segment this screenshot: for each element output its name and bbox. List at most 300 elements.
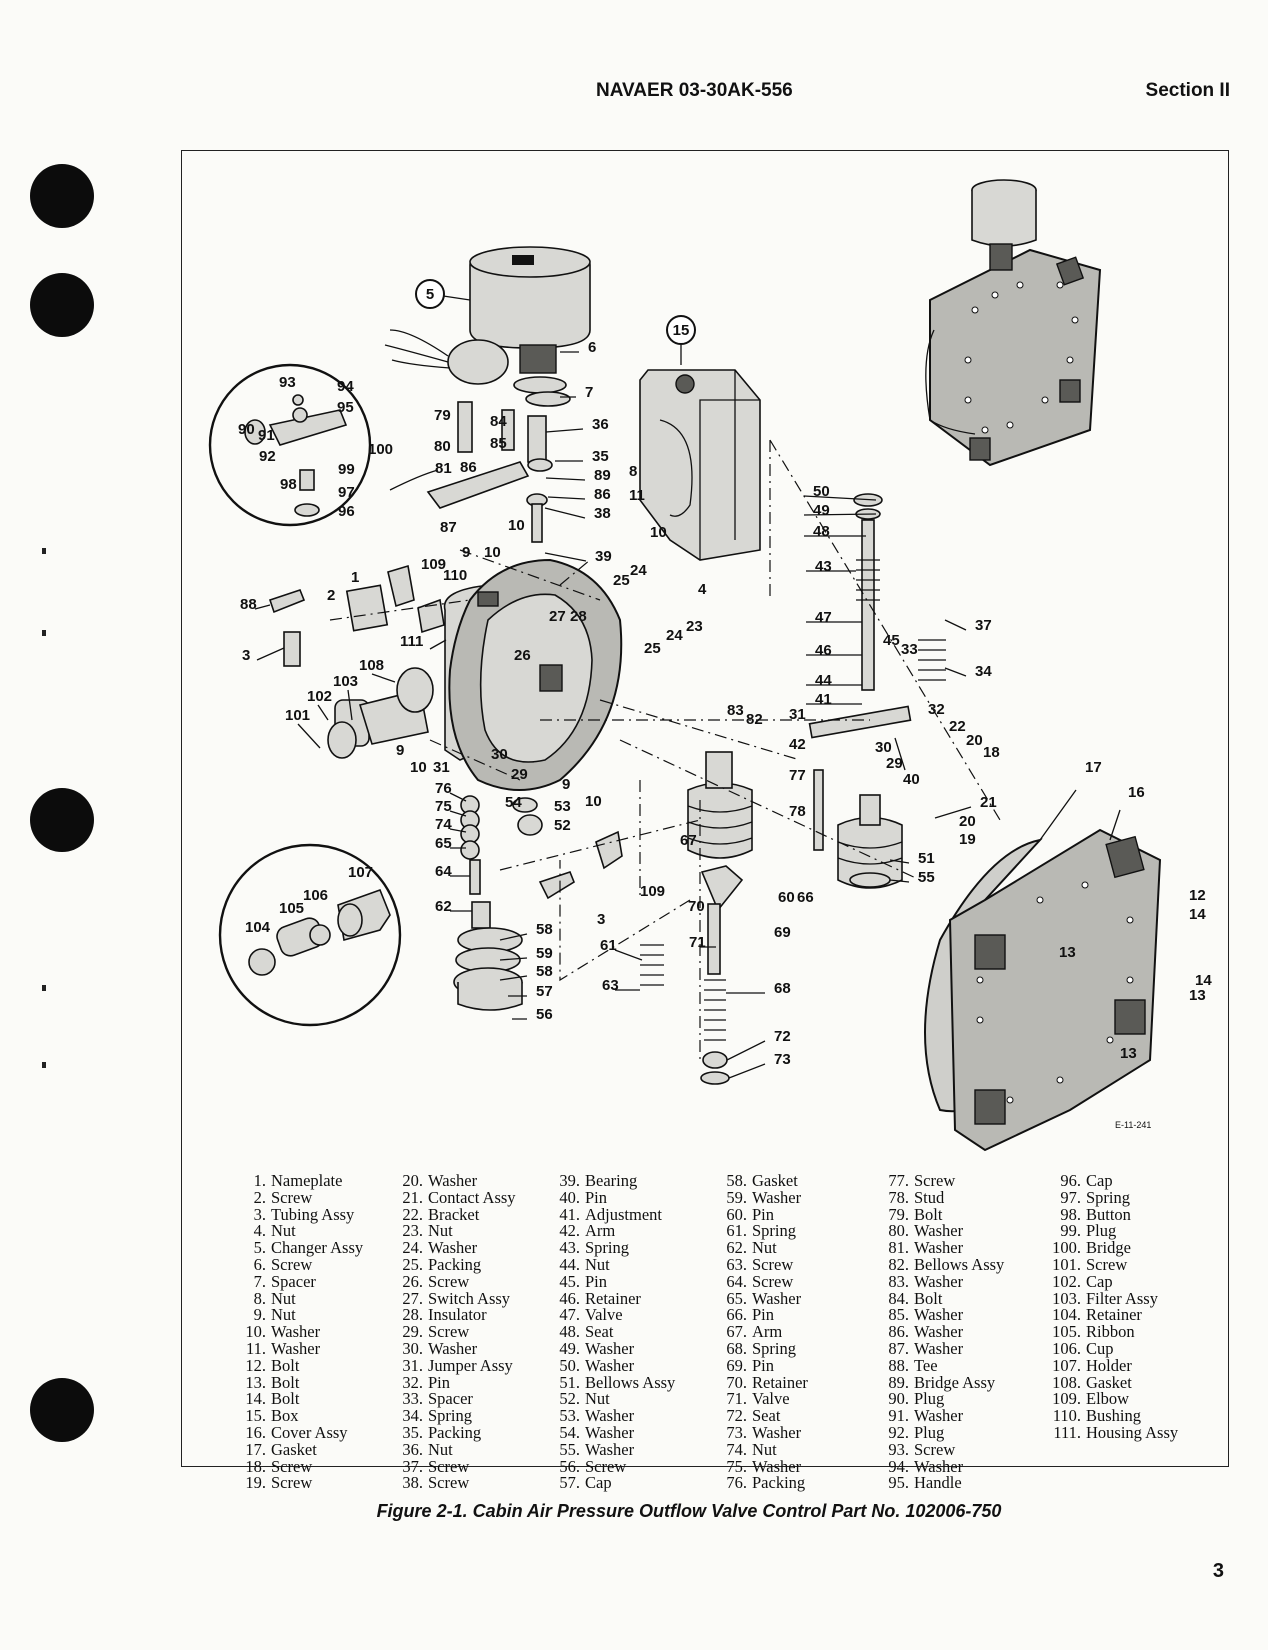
part-name: Spring bbox=[752, 1221, 797, 1241]
part-number: 4. bbox=[253, 1221, 266, 1241]
part-name: Button bbox=[1086, 1204, 1131, 1224]
part-name: Washer bbox=[914, 1456, 964, 1476]
parts-list-item bbox=[393, 1475, 550, 1492]
callout-label: 92 bbox=[259, 448, 276, 465]
part-name: Nut bbox=[271, 1305, 296, 1325]
part-name: Cup bbox=[1086, 1338, 1114, 1358]
part-name: Screw bbox=[1086, 1254, 1128, 1274]
callout-label: 34 bbox=[975, 663, 992, 680]
part-name: Pin bbox=[752, 1305, 775, 1325]
parts-list-item bbox=[238, 1475, 393, 1492]
part-name: Washer bbox=[585, 1439, 635, 1459]
part-number: 22. bbox=[402, 1204, 423, 1224]
callout-label: 29 bbox=[886, 755, 903, 772]
part-name: Screw bbox=[914, 1439, 956, 1459]
part-name: Stud bbox=[914, 1187, 945, 1207]
part-name: Switch Assy bbox=[428, 1288, 511, 1308]
part-number: 72. bbox=[726, 1406, 747, 1426]
part-number: 95. bbox=[888, 1473, 909, 1493]
callout-label: 9 bbox=[562, 776, 571, 793]
part-number: 7. bbox=[253, 1271, 266, 1291]
callout-label: 24 bbox=[666, 627, 683, 644]
part-number: 47. bbox=[559, 1305, 580, 1325]
part-number: 105. bbox=[1052, 1322, 1081, 1342]
callout-label: 54 bbox=[505, 794, 522, 811]
callout-label: 12 bbox=[1189, 887, 1206, 904]
part-name: Nut bbox=[752, 1439, 777, 1459]
part-number: 35. bbox=[402, 1422, 423, 1442]
callout-label: 57 bbox=[536, 983, 553, 1000]
part-name: Pin bbox=[752, 1355, 775, 1375]
part-name: Bolt bbox=[914, 1288, 943, 1308]
callout-label: 20 bbox=[966, 732, 983, 749]
part-name: Washer bbox=[914, 1221, 964, 1241]
callout-label: 43 bbox=[815, 558, 832, 575]
callout-label: 22 bbox=[949, 718, 966, 735]
callout-label: 10 bbox=[410, 759, 427, 776]
part-name: Spring bbox=[428, 1406, 473, 1426]
document-number: NAVAER 03-30AK-556 bbox=[596, 80, 793, 101]
part-number: 85. bbox=[888, 1305, 909, 1325]
part-number: 100. bbox=[1052, 1238, 1081, 1258]
part-number: 5. bbox=[253, 1238, 266, 1258]
part-number: 98. bbox=[1060, 1204, 1081, 1224]
callout-label: 88 bbox=[240, 596, 257, 613]
part-number: 97. bbox=[1060, 1187, 1081, 1207]
callout-label: 36 bbox=[592, 416, 609, 433]
callout-label: 85 bbox=[490, 435, 507, 452]
assembled-view-drawing bbox=[926, 180, 1100, 465]
callout-label: 73 bbox=[774, 1051, 791, 1068]
callout-label: 86 bbox=[594, 486, 611, 503]
part-number: 17. bbox=[245, 1439, 266, 1459]
callout-label: 8 bbox=[629, 463, 638, 480]
part-name: Bridge Assy bbox=[914, 1372, 996, 1392]
part-number: 64. bbox=[726, 1271, 747, 1291]
callout-label: 78 bbox=[789, 803, 806, 820]
parts-list-column-1 bbox=[238, 1173, 393, 1492]
part-name: Pin bbox=[752, 1204, 775, 1224]
callout-label: 33 bbox=[901, 641, 918, 658]
part-number: 53. bbox=[559, 1406, 580, 1426]
part-name: Bushing bbox=[1086, 1406, 1142, 1426]
part-number: 89. bbox=[888, 1372, 909, 1392]
part-number: 18. bbox=[245, 1456, 266, 1476]
part-number: 49. bbox=[559, 1338, 580, 1358]
callout-label: 82 bbox=[746, 711, 763, 728]
part-name: Washer bbox=[752, 1187, 802, 1207]
part-name: Packing bbox=[428, 1422, 482, 1442]
callout-label: 38 bbox=[594, 505, 611, 522]
part-number: 67. bbox=[726, 1322, 747, 1342]
callout-label: 60 bbox=[778, 889, 795, 906]
part-number: 80. bbox=[888, 1221, 909, 1241]
part-number: 23. bbox=[402, 1221, 423, 1241]
part-name: Washer bbox=[914, 1238, 964, 1258]
part-name: Arm bbox=[752, 1322, 783, 1342]
callout-label: 31 bbox=[789, 706, 806, 723]
callout-label: 76 bbox=[435, 780, 452, 797]
part-number: 21. bbox=[402, 1187, 423, 1207]
callout-label: 89 bbox=[594, 467, 611, 484]
parts-list-column-3 bbox=[550, 1173, 717, 1492]
callout-label: 13 bbox=[1059, 944, 1076, 961]
callout-label: 109 bbox=[421, 556, 447, 573]
part-name: Retainer bbox=[752, 1372, 808, 1392]
part-number: 54. bbox=[559, 1422, 580, 1442]
part-number: 39. bbox=[559, 1171, 580, 1190]
part-number: 3. bbox=[253, 1204, 266, 1224]
callout-label: 51 bbox=[918, 850, 935, 867]
callout-label: 68 bbox=[774, 980, 791, 997]
callout-label: 71 bbox=[689, 934, 706, 951]
part-number: 87. bbox=[888, 1338, 909, 1358]
part-number: 103. bbox=[1052, 1288, 1081, 1308]
part-name: Retainer bbox=[585, 1288, 641, 1308]
part-name: Cover Assy bbox=[271, 1422, 348, 1442]
part-name: Screw bbox=[752, 1271, 794, 1291]
part-number: 88. bbox=[888, 1355, 909, 1375]
part-number: 6. bbox=[253, 1254, 266, 1274]
part-number: 71. bbox=[726, 1389, 747, 1409]
part-name: Washer bbox=[752, 1288, 802, 1308]
callout-label: 39 bbox=[595, 548, 612, 565]
part-number: 48. bbox=[559, 1322, 580, 1342]
callout-label: 84 bbox=[490, 413, 507, 430]
part-number: 102. bbox=[1052, 1271, 1081, 1291]
part-name: Valve bbox=[585, 1305, 623, 1325]
callout-label: 6 bbox=[588, 339, 597, 356]
parts-list-column-2 bbox=[393, 1173, 550, 1492]
part-name: Gasket bbox=[271, 1439, 317, 1459]
part-number: 44. bbox=[559, 1254, 580, 1274]
part-number: 107. bbox=[1052, 1355, 1081, 1375]
part-number: 9. bbox=[253, 1305, 266, 1325]
part-number: 55. bbox=[559, 1439, 580, 1459]
part-name: Washer bbox=[271, 1322, 321, 1342]
part-name: Nameplate bbox=[271, 1171, 343, 1190]
part-name: Screw bbox=[271, 1473, 313, 1493]
drawing-code: E-11-241 bbox=[1115, 1120, 1152, 1130]
part-name: Washer bbox=[585, 1355, 635, 1375]
part-number: 93. bbox=[888, 1439, 909, 1459]
callout-label: 63 bbox=[602, 977, 619, 994]
part-name: Jumper Assy bbox=[428, 1355, 513, 1375]
part-name: Bolt bbox=[271, 1355, 300, 1375]
part-name: Washer bbox=[585, 1338, 635, 1358]
callout-label: 3 bbox=[242, 647, 251, 664]
callout-label: 44 bbox=[815, 672, 832, 689]
part-name: Bellows Assy bbox=[914, 1254, 1005, 1274]
part-name: Washer bbox=[914, 1271, 964, 1291]
part-number: 62. bbox=[726, 1238, 747, 1258]
part-number: 51. bbox=[559, 1372, 580, 1392]
callout-label: 48 bbox=[813, 523, 830, 540]
part-number: 101. bbox=[1052, 1254, 1081, 1274]
callout-label: 64 bbox=[435, 863, 452, 880]
part-name: Retainer bbox=[1086, 1305, 1142, 1325]
part-name: Changer Assy bbox=[271, 1238, 364, 1258]
callout-label: 58 bbox=[536, 921, 553, 938]
part-name: Washer bbox=[914, 1322, 964, 1342]
part-number: 90. bbox=[888, 1389, 909, 1409]
callout-label: 16 bbox=[1128, 784, 1145, 801]
part-number: 79. bbox=[888, 1204, 909, 1224]
part-name: Bellows Assy bbox=[585, 1372, 676, 1392]
part-number: 84. bbox=[888, 1288, 909, 1308]
part-number: 46. bbox=[559, 1288, 580, 1308]
part-name: Screw bbox=[585, 1456, 627, 1476]
part-number: 75. bbox=[726, 1456, 747, 1476]
part-name: Packing bbox=[428, 1254, 482, 1274]
callout-label-15: 15 bbox=[672, 322, 690, 339]
part-number: 50. bbox=[559, 1355, 580, 1375]
callout-label: 56 bbox=[536, 1006, 553, 1023]
part-name: Screw bbox=[428, 1322, 470, 1342]
callout-label: 35 bbox=[592, 448, 609, 465]
part-number: 28. bbox=[402, 1305, 423, 1325]
callout-label: 30 bbox=[491, 746, 508, 763]
callout-label: 31 bbox=[433, 759, 450, 776]
part-name: Pin bbox=[585, 1187, 608, 1207]
callout-label: 107 bbox=[348, 864, 374, 881]
callout-label: 11 bbox=[629, 487, 645, 504]
part-name: Pin bbox=[428, 1372, 451, 1392]
callout-label: 3 bbox=[597, 911, 606, 928]
callout-label-5: 5 bbox=[425, 286, 435, 303]
callout-label: 65 bbox=[435, 835, 452, 852]
part-number: 11. bbox=[245, 1338, 266, 1358]
part-number: 1. bbox=[253, 1171, 266, 1190]
part-number: 61. bbox=[726, 1221, 747, 1241]
part-name: Washer bbox=[585, 1422, 635, 1442]
callout-label: 10 bbox=[508, 517, 525, 534]
part-number: 73. bbox=[726, 1422, 747, 1442]
callout-label: 30 bbox=[875, 739, 892, 756]
callout-label: 108 bbox=[359, 657, 385, 674]
callout-label: 96 bbox=[338, 503, 355, 520]
callout-label: 49 bbox=[813, 502, 830, 519]
part-number: 20. bbox=[402, 1171, 423, 1190]
callout-label: 53 bbox=[554, 798, 571, 815]
callout-label: 46 bbox=[815, 642, 832, 659]
part-name: Cap bbox=[1086, 1271, 1113, 1291]
part-name: Washer bbox=[914, 1338, 964, 1358]
callout-label: 74 bbox=[435, 816, 452, 833]
callout-label: 69 bbox=[774, 924, 791, 941]
part-number: 63. bbox=[726, 1254, 747, 1274]
part-number: 25. bbox=[402, 1254, 423, 1274]
callout-label: 61 bbox=[600, 937, 617, 954]
callout-label: 95 bbox=[337, 399, 354, 416]
part-number: 52. bbox=[559, 1389, 580, 1409]
callout-label: 50 bbox=[813, 483, 830, 500]
part-name: Plug bbox=[1086, 1221, 1117, 1241]
callout-label: 87 bbox=[440, 519, 457, 536]
part-number: 110. bbox=[1052, 1406, 1081, 1426]
callout-label: 103 bbox=[333, 673, 359, 690]
part-number: 66. bbox=[726, 1305, 747, 1325]
part-number: 42. bbox=[559, 1221, 580, 1241]
callout-label: 13 bbox=[1120, 1045, 1137, 1062]
callout-label: 17 bbox=[1085, 759, 1102, 776]
part-name: Washer bbox=[914, 1406, 964, 1426]
part-name: Bridge bbox=[1086, 1238, 1131, 1258]
callout-label: 104 bbox=[245, 919, 271, 936]
callout-label: 25 bbox=[613, 572, 630, 589]
part-name: Elbow bbox=[1086, 1389, 1130, 1409]
part-name: Washer bbox=[752, 1422, 802, 1442]
part-number: 26. bbox=[402, 1271, 423, 1291]
part-name: Nut bbox=[585, 1254, 610, 1274]
part-name: Nut bbox=[585, 1389, 610, 1409]
part-name: Nut bbox=[271, 1288, 296, 1308]
bellows-and-springs-drawing bbox=[640, 494, 946, 1084]
callout-label: 72 bbox=[774, 1028, 791, 1045]
part-name: Spacer bbox=[271, 1271, 316, 1291]
callout-label: 101 bbox=[285, 707, 311, 724]
callout-label: 14 bbox=[1195, 972, 1212, 989]
part-number: 108. bbox=[1052, 1372, 1081, 1392]
callout-label: 80 bbox=[434, 438, 451, 455]
part-name: Adjustment bbox=[585, 1204, 662, 1224]
part-number: 45. bbox=[559, 1271, 580, 1291]
callout-label: 25 bbox=[644, 640, 661, 657]
callout-label: 42 bbox=[789, 736, 806, 753]
part-number: 59. bbox=[726, 1187, 747, 1207]
part-name: Bolt bbox=[271, 1389, 300, 1409]
part-number: 13. bbox=[245, 1372, 266, 1392]
callout-label: 67 bbox=[680, 832, 697, 849]
callout-label: 47 bbox=[815, 609, 832, 626]
part-number: 82. bbox=[888, 1254, 909, 1274]
part-name: Washer bbox=[428, 1171, 478, 1190]
part-number: 74. bbox=[726, 1439, 747, 1459]
callout-label: 99 bbox=[338, 461, 355, 478]
part-number: 94. bbox=[888, 1456, 909, 1476]
part-name: Gasket bbox=[1086, 1372, 1132, 1392]
callout-label: 111 bbox=[400, 633, 424, 650]
part-name: Screw bbox=[752, 1254, 794, 1274]
parts-list-column-6 bbox=[1041, 1173, 1191, 1492]
callout-label: 70 bbox=[688, 898, 705, 915]
part-number: 56. bbox=[559, 1456, 580, 1476]
parts-list-column-5 bbox=[879, 1173, 1041, 1492]
part-name: Tee bbox=[914, 1355, 938, 1375]
part-number: 34. bbox=[402, 1406, 423, 1426]
part-name: Screw bbox=[271, 1187, 313, 1207]
part-number: 70. bbox=[726, 1372, 747, 1392]
callout-label: 90 bbox=[238, 421, 255, 438]
part-name: Ribbon bbox=[1086, 1322, 1135, 1342]
part-number: 19. bbox=[245, 1473, 266, 1493]
part-number: 58. bbox=[726, 1171, 747, 1190]
part-number: 106. bbox=[1052, 1338, 1081, 1358]
part-name: Seat bbox=[752, 1406, 781, 1426]
callout-label: 9 bbox=[396, 742, 405, 759]
part-name: Cap bbox=[585, 1473, 612, 1493]
part-name: Washer bbox=[585, 1406, 635, 1426]
part-number: 12. bbox=[245, 1355, 266, 1375]
part-number: 91. bbox=[888, 1406, 909, 1426]
part-name: Gasket bbox=[752, 1171, 798, 1190]
callout-label: 9 bbox=[462, 544, 471, 561]
part-name: Handle bbox=[914, 1473, 962, 1493]
part-name: Washer bbox=[752, 1456, 802, 1476]
part-number: 92. bbox=[888, 1422, 909, 1442]
part-number: 15. bbox=[245, 1406, 266, 1426]
part-number: 38. bbox=[402, 1473, 423, 1493]
callout-label: 13 bbox=[1189, 987, 1206, 1004]
callout-label: 62 bbox=[435, 898, 452, 915]
callout-label: 27 bbox=[549, 608, 566, 625]
callout-label: 19 bbox=[959, 831, 976, 848]
callout-label: 110 bbox=[443, 567, 468, 584]
callout-label: 32 bbox=[928, 701, 945, 718]
part-number: 24. bbox=[402, 1238, 423, 1258]
part-number: 69. bbox=[726, 1355, 747, 1375]
part-number: 27. bbox=[402, 1288, 423, 1308]
part-name: Pin bbox=[585, 1271, 608, 1291]
part-number: 68. bbox=[726, 1338, 747, 1358]
part-number: 43. bbox=[559, 1238, 580, 1258]
callout-label: 106 bbox=[303, 887, 329, 904]
callout-label: 86 bbox=[460, 459, 477, 476]
part-name: Nut bbox=[428, 1221, 453, 1241]
part-number: 41. bbox=[559, 1204, 580, 1224]
part-name: Bolt bbox=[914, 1204, 943, 1224]
part-number: 10. bbox=[245, 1322, 266, 1342]
page-number: 3 bbox=[1212, 1560, 1224, 1582]
parts-list-item bbox=[1041, 1422, 1191, 1442]
part-name: Screw bbox=[914, 1171, 956, 1190]
parts-list-column-4 bbox=[717, 1173, 879, 1492]
callout-label: 10 bbox=[650, 524, 667, 541]
parts-list-item bbox=[879, 1475, 1041, 1492]
part-name: Valve bbox=[752, 1389, 790, 1409]
part-number: 86. bbox=[888, 1322, 909, 1342]
callout-label: 105 bbox=[279, 900, 305, 917]
part-number: 81. bbox=[888, 1238, 909, 1258]
part-number: 76. bbox=[726, 1473, 747, 1493]
part-name: Arm bbox=[585, 1221, 616, 1241]
parts-list-item bbox=[717, 1475, 879, 1492]
callout-label: 45 bbox=[883, 632, 900, 649]
part-number: 78. bbox=[888, 1187, 909, 1207]
part-name: Screw bbox=[271, 1456, 313, 1476]
callout-label: 29 bbox=[511, 766, 528, 783]
part-name: Contact Assy bbox=[428, 1187, 516, 1207]
part-name: Screw bbox=[428, 1271, 470, 1291]
callout-label: 40 bbox=[903, 771, 920, 788]
callout-label: 14 bbox=[1189, 906, 1206, 923]
part-number: 65. bbox=[726, 1288, 747, 1308]
callout-label: 41 bbox=[815, 691, 832, 708]
part-number: 2. bbox=[253, 1187, 266, 1207]
part-name: Bearing bbox=[585, 1171, 638, 1190]
callout-label: 66 bbox=[797, 889, 814, 906]
part-name: Filter Assy bbox=[1086, 1288, 1158, 1308]
part-name: Plug bbox=[914, 1389, 945, 1409]
figure-caption: Figure 2-1. Cabin Air Pressure Outflow Valve Control Part No. 102006-750 bbox=[376, 1501, 1002, 1521]
callout-label: 7 bbox=[585, 384, 594, 401]
callout-label: 1 bbox=[351, 569, 360, 586]
part-number: 16. bbox=[245, 1422, 266, 1442]
callout-label: 79 bbox=[434, 407, 451, 424]
callout-label: 109 bbox=[640, 883, 666, 900]
callout-label: 100 bbox=[368, 441, 394, 458]
part-number: 8. bbox=[253, 1288, 266, 1308]
